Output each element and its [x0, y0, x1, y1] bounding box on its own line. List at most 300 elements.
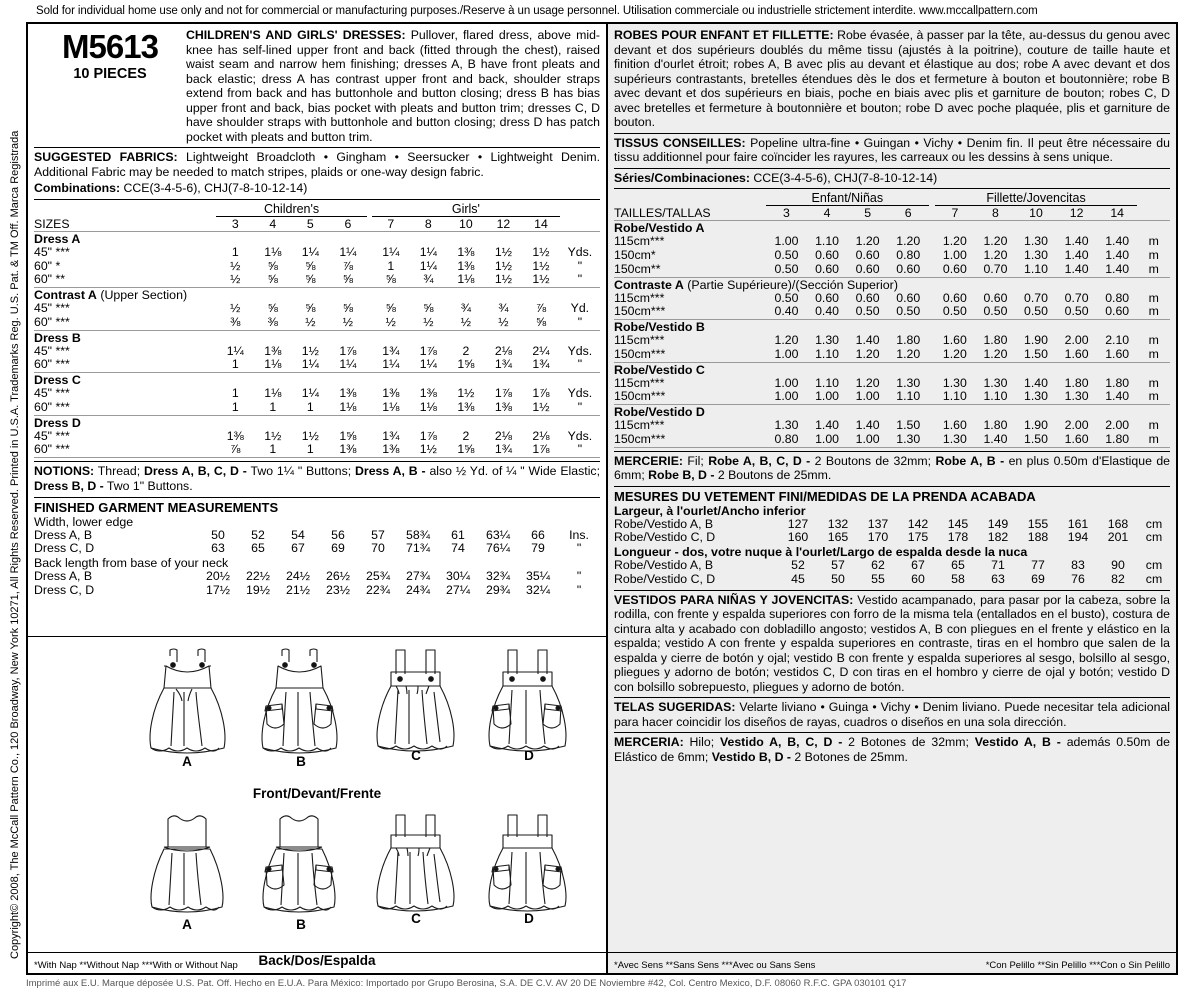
yardage-value: ⅝	[267, 301, 278, 316]
yardage-value: 1.10	[888, 390, 929, 404]
yardage-value: 0.60	[807, 263, 848, 277]
yardage-row	[34, 387, 600, 401]
size-header: 4	[807, 206, 848, 221]
fgm-row	[614, 573, 1170, 587]
yardage-value: 1.20	[855, 375, 880, 390]
yardage-value: 1½	[410, 443, 448, 457]
width-label: 115cm***	[614, 234, 665, 249]
yardage-value: 1½	[522, 401, 560, 415]
fgm-value: 79	[531, 541, 545, 556]
unit-spacer	[1137, 191, 1170, 206]
yardage-row	[34, 401, 600, 415]
yardage-value: 1.40	[855, 333, 880, 348]
fgm-group-title: Longueur - dos, votre nuque à l'ourlet/Largo de espalda desde la nuca	[614, 545, 1028, 560]
yardage-row	[614, 235, 1170, 249]
fgm-value: 17½	[206, 582, 230, 597]
size-header: 8	[975, 206, 1016, 221]
unit-cell: "	[577, 258, 583, 273]
divider-footnote-left	[28, 952, 606, 953]
fgm-value: 32¼	[526, 582, 550, 597]
fgm-value: 62	[871, 558, 885, 573]
width-label: 60" ***	[34, 401, 216, 415]
fgm-value: 24½	[286, 569, 310, 584]
yardage-value: ⅜	[216, 316, 254, 330]
fgm-row	[614, 559, 1170, 573]
unit-cell: "	[560, 358, 600, 372]
front-label-c: C	[411, 748, 421, 763]
yardage-value: 1⅛	[254, 358, 292, 372]
section-title: Contraste A (Partie Supérieure)/(Sección Superior)	[614, 277, 898, 292]
yardage-value: 1⅛	[372, 401, 410, 415]
english-fabrics-title: SUGGESTED FABRICS:	[34, 150, 178, 164]
divider-illustrations	[28, 636, 606, 637]
yardage-row	[34, 345, 600, 359]
yardage-value: 0.60	[896, 290, 921, 305]
section-row	[614, 362, 1170, 377]
section-row	[614, 320, 1170, 335]
spanish-fabrics	[614, 700, 1170, 729]
yardage-value: 1½	[457, 386, 475, 401]
yardage-row	[614, 433, 1170, 447]
divider-4	[34, 497, 600, 498]
fgm-value: 63	[991, 571, 1005, 586]
yardage-value: 1.60	[942, 333, 967, 348]
yardage-value: 1⅞	[532, 386, 550, 401]
bottom-imprint: Imprimé aux E.U. Marque déposée U.S. Pat. Off. Hecho en E.U.A. Para México: Importado por Grupo Berosina, S.A. DE C.V. AV 20 DE Noviembre #42, Col. Centro Mexico, D.F. 08060 R.F.C. GPA 030101 Q17	[26, 978, 907, 989]
yardage-value: 2¼	[532, 343, 550, 358]
english-combinations-title: Combinations:	[34, 181, 121, 195]
fgm-unit: cm	[1145, 516, 1163, 531]
fgm-row	[614, 531, 1170, 545]
yardage-row	[34, 246, 600, 260]
fgm-value: 70	[371, 541, 385, 556]
divider-2	[34, 199, 600, 200]
group-girls: Fillette/Jovencitas	[935, 191, 1138, 206]
pattern-number: M5613	[62, 28, 158, 65]
yardage-value: 1.60	[1097, 348, 1138, 362]
yardage-row	[614, 249, 1170, 263]
yardage-value: 1⅜	[264, 343, 282, 358]
divider-r7	[614, 697, 1170, 698]
unit-cell: m	[1137, 433, 1170, 447]
fgm-label: Dress A, B	[34, 527, 93, 542]
front-label-d: D	[524, 748, 534, 763]
yardage-value: 1¼	[329, 358, 367, 372]
yardage-row	[34, 358, 600, 372]
width-label: 150cm***	[614, 305, 766, 319]
yardage-row	[614, 377, 1170, 391]
unit-cell: m	[1148, 248, 1159, 263]
divider-3	[34, 461, 600, 462]
fgm-value: 165	[827, 530, 849, 545]
section-title: Robe/Vestido D	[614, 405, 705, 420]
fgm-value: 161	[1067, 516, 1089, 531]
yardage-value: 1⅜	[339, 386, 357, 401]
yardage-value: 1.00	[847, 390, 888, 404]
yardage-value: 1.30	[1024, 234, 1048, 249]
group-children: Enfant/Niñas	[766, 191, 928, 206]
yardage-value: 1⅞	[419, 343, 437, 358]
french-notions-title: MERCERIE:	[614, 453, 684, 468]
yardage-value: 0.60	[855, 248, 880, 263]
yardage-value: 1¾	[485, 358, 523, 372]
section-title: Dress B	[34, 330, 81, 345]
header-row	[34, 28, 600, 144]
yardage-value: 1.00	[766, 348, 807, 362]
fgm-value: 132	[827, 516, 849, 531]
yardage-value: 1.40	[855, 418, 880, 433]
width-label: 115cm***	[614, 290, 665, 305]
fgm-value: 25¾	[366, 569, 390, 584]
size-header: 3	[216, 216, 254, 231]
fgm-value: 149	[987, 516, 1009, 531]
fgm-value: 27¾	[406, 569, 430, 584]
english-fgm-title: FINISHED GARMENT MEASUREMENTS	[34, 499, 279, 515]
yardage-value: 1.40	[1064, 248, 1089, 263]
fgm-value: 63	[211, 541, 225, 556]
yardage-value: 1⅛	[264, 244, 282, 259]
yardage-value: ⅞	[216, 443, 254, 457]
fgm-value: 69	[331, 541, 345, 556]
divider-r6	[614, 590, 1170, 591]
yardage-value: 1⅝	[339, 428, 357, 443]
yardage-value: 1.80	[1105, 375, 1130, 390]
yardage-value: 1.20	[983, 248, 1008, 263]
sizes-row	[34, 216, 600, 231]
spanish-notions-title: MERCERIA:	[614, 735, 684, 750]
yardage-value: 1.50	[1016, 433, 1057, 447]
divider-footnote-right	[608, 952, 1176, 953]
fgm-group-title: Width, lower edge	[34, 514, 134, 529]
divider-r8	[614, 732, 1170, 733]
size-header: 10	[1016, 206, 1057, 221]
yardage-value: ⅝	[267, 258, 278, 273]
yardage-value: 2	[462, 428, 470, 443]
yardage-value: 1.40	[1097, 263, 1138, 277]
yardage-value: ⅝	[329, 273, 367, 287]
yardage-value: 1.30	[815, 333, 840, 348]
back-caption: Back/Dos/Espalda	[258, 953, 376, 968]
fgm-value: 52	[791, 558, 805, 573]
english-description-title: CHILDREN'S AND GIRLS' DRESSES:	[186, 28, 406, 42]
yardage-value: 1¼	[226, 343, 244, 358]
front-caption: Front/Devant/Frente	[252, 786, 382, 801]
french-fgm-title: MESURES DU VETEMENT FINI/MEDIDAS DE LA PRENDA ACABADA	[614, 488, 1036, 504]
section-row	[614, 405, 1170, 420]
yardage-value: 1.30	[1056, 390, 1097, 404]
yardage-value: 0.60	[935, 263, 976, 277]
unit-cell: "	[560, 443, 600, 457]
width-label: 45" ***	[34, 386, 70, 401]
yardage-row	[34, 443, 600, 457]
yardage-value: 1⅜	[382, 386, 400, 401]
spanish-description-body: Vestido acampanado, para pasar por la cabeza, sobre la rodilla, con frente y espalda superiores con forro de la misma tela (entallados en el busto), costura de cintura alta y acabado con dobladillo angosto; vestidos A, B con pliegues en el frente y elástico en la espalda; vestido A con frente y espalda superiores en contraste, tiras en el hombro que salen de la espalda y cierre de botón y ojal; vestido B con frente y espalda superiores al sesgo, bolsillo al sesgo, pliegues y adorno de botón; vestidos C, D con tiras en el hombro y cierre de ojal y botón; vestido D con bolsillo sobrepuesto, pliegues y adorno de botón.	[614, 592, 1170, 694]
unit-cell: m	[1137, 348, 1170, 362]
yardage-value: ¾	[498, 301, 509, 316]
divider-r3	[614, 188, 1170, 189]
width-label: 150cm***	[614, 390, 766, 404]
spanish-description-title: VESTIDOS PARA NIÑAS Y JOVENCITAS:	[614, 592, 854, 607]
yardage-value: 0.50	[847, 305, 888, 319]
size-header: 14	[1097, 206, 1138, 221]
yardage-value: 0.80	[766, 433, 807, 447]
fgm-value: 52	[251, 527, 265, 542]
unit-cell: Yds.	[567, 244, 593, 259]
fgm-value: 170	[867, 530, 889, 545]
yardage-row	[614, 334, 1170, 348]
fgm-unit: cm	[1145, 558, 1163, 573]
english-fabrics-body: Lightweight Broadcloth • Gingham • Seersucker • Lightweight Denim. Additional Fabric may be needed to match stripes, plaids or one-way design fabric.	[34, 150, 600, 179]
fgm-value: 60	[911, 571, 925, 586]
yardage-value: 1.20	[774, 333, 799, 348]
width-label: 150cm**	[614, 263, 766, 277]
yardage-value: ½	[216, 273, 254, 287]
yardage-value: 2⅛	[494, 428, 512, 443]
divider-r5	[614, 486, 1170, 487]
fgm-value: 22¾	[366, 582, 390, 597]
english-fabrics	[34, 150, 600, 179]
yardage-value: 1.10	[975, 390, 1016, 404]
sizes-label: TAILLES/TALLAS	[614, 206, 766, 221]
yardage-value: 1.20	[855, 234, 880, 249]
yardage-value: 1⅛	[447, 273, 485, 287]
yardage-value: 2.00	[1064, 333, 1089, 348]
section-row	[614, 277, 1170, 292]
french-fabrics-title: TISSUS CONSEILLES:	[614, 135, 746, 150]
section-title: Dress A	[34, 231, 81, 246]
yardage-value: 1½	[532, 244, 550, 259]
yardage-value: 0.50	[975, 305, 1016, 319]
yardage-value: 1⅜	[485, 401, 523, 415]
yardage-value: 0.50	[1056, 305, 1097, 319]
yardage-value: 1¾	[522, 358, 560, 372]
french-series	[614, 171, 1170, 186]
yardage-value: ½	[292, 316, 330, 330]
yardage-value: 1¼	[339, 244, 357, 259]
fgm-value: 50	[211, 527, 225, 542]
top-notice: Sold for individual home use only and not for commercial or manufacturing purposes./Reserve à un usage personnel. Utilisation commerciale ou industrielle strictement interdite. www.mccallpattern.com	[36, 5, 1038, 17]
yardage-value: 1.30	[942, 375, 967, 390]
width-label: 150cm***	[614, 433, 766, 447]
yardage-value: 1.90	[1024, 333, 1048, 348]
front-views-row	[28, 642, 606, 790]
yardage-value: 1⅝	[447, 358, 485, 372]
fgm-value: 65	[251, 541, 265, 556]
fgm-value: 71¾	[406, 541, 430, 556]
unit-spacer	[560, 202, 600, 217]
section-row	[34, 373, 600, 388]
yardage-value: 1.10	[1016, 263, 1057, 277]
fgm-label: Robe/Vestido A, B	[614, 558, 714, 573]
yardage-value: 0.40	[766, 305, 807, 319]
yardage-value: 1.30	[888, 433, 929, 447]
fgm-value: 76	[1071, 571, 1085, 586]
section-title: Contrast A (Upper Section)	[34, 288, 188, 303]
yardage-value: 1.40	[1056, 263, 1097, 277]
yardage-value: 1.00	[847, 433, 888, 447]
yardage-value: 1.10	[807, 348, 848, 362]
fgm-label: Robe/Vestido A, B	[614, 516, 714, 531]
fgm-group-row	[34, 515, 600, 529]
yardage-value: 1.60	[1056, 433, 1097, 447]
unit-cell: m	[1148, 375, 1159, 390]
fgm-value: 194	[1067, 530, 1089, 545]
fgm-value: 201	[1107, 530, 1129, 545]
yardage-value: 0.80	[896, 248, 921, 263]
unit-cell: "	[560, 316, 600, 330]
unit-cell: m	[1148, 333, 1159, 348]
width-label: 150cm***	[614, 348, 766, 362]
yardage-value: 1¾	[382, 428, 400, 443]
fgm-value: 58	[951, 571, 965, 586]
fgm-value: 26½	[326, 569, 350, 584]
fgm-value: 74	[451, 541, 465, 556]
fgm-value: 20½	[206, 569, 230, 584]
yardage-value: 1½	[522, 273, 560, 287]
section-row	[34, 231, 600, 246]
spacer	[34, 202, 216, 217]
yardage-row	[614, 263, 1170, 277]
yardage-value: 1⅜	[372, 443, 410, 457]
back-label-c: C	[411, 911, 421, 926]
spanish-fabrics-title: TELAS SUGERIDAS:	[614, 700, 736, 715]
yardage-value: 1	[216, 401, 254, 415]
fgm-group-row	[34, 556, 600, 570]
yardage-value: 1.10	[815, 375, 840, 390]
yardage-value: 1⅞	[494, 386, 512, 401]
yardage-value: 1¼	[410, 358, 448, 372]
yardage-value: ½	[230, 258, 241, 273]
yardage-value: 1½	[494, 244, 512, 259]
fgm-value: 32¾	[486, 569, 510, 584]
yardage-value: 1.10	[935, 390, 976, 404]
yardage-value: ⅜	[254, 316, 292, 330]
yardage-value: 1.00	[807, 390, 848, 404]
yardage-row	[34, 260, 600, 274]
french-notions	[614, 454, 1170, 483]
fgm-value: 178	[947, 530, 969, 545]
width-label: 60" **	[34, 273, 216, 287]
yardage-value: 0.60	[983, 290, 1008, 305]
yardage-value: 1.40	[1097, 390, 1138, 404]
unit-cell: Yds.	[567, 343, 593, 358]
fgm-value: 58¾	[406, 527, 430, 542]
fgm-value: 55	[871, 571, 885, 586]
fgm-value: 45	[791, 571, 805, 586]
fgm-value: 57	[831, 558, 845, 573]
yardage-value: 1	[254, 443, 292, 457]
french-spanish-column	[608, 24, 1176, 973]
fgm-value: 24¾	[406, 582, 430, 597]
spanish-description	[614, 593, 1170, 695]
french-series-body: CCE(3-4-5-6), CHJ(7-8-10-12-14)	[750, 170, 938, 185]
yardage-value: ½	[485, 316, 523, 330]
yardage-value: ⅝	[305, 258, 316, 273]
divider-1	[34, 147, 600, 148]
fgm-value: 29¾	[486, 582, 510, 597]
english-notions	[34, 464, 600, 494]
yardage-value: 0.70	[975, 263, 1016, 277]
yardage-value: 1.00	[774, 234, 799, 249]
yardage-value: 1¼	[382, 244, 400, 259]
yardage-value: 1⅜	[447, 401, 485, 415]
fgm-value: 23½	[326, 582, 350, 597]
english-description	[186, 28, 600, 144]
fgm-value: 145	[947, 516, 969, 531]
divider-r2	[614, 168, 1170, 169]
yardage-value: 1.30	[896, 375, 921, 390]
french-fabrics-body: Popeline ultra-fine • Guingan • Vichy • Denim fin. Il peut être nécessaire du tissu additionnel pour faire coïncider les rayures, les carreaux ou les dessins à sens unique.	[614, 135, 1170, 164]
fgm-value: 19½	[246, 582, 270, 597]
fgm-value: 57	[371, 527, 385, 542]
yardage-value: 1¼	[301, 386, 319, 401]
yardage-value: 1⅞	[522, 443, 560, 457]
yardage-value: 2	[462, 343, 470, 358]
yardage-value: 1.40	[1105, 234, 1130, 249]
unit-cell: m	[1137, 263, 1170, 277]
yardage-value: 1⅜	[457, 244, 475, 259]
width-label: 60" ***	[34, 316, 216, 330]
yardage-row	[34, 430, 600, 444]
width-label: 60" *	[34, 258, 61, 273]
yardage-value: 1.40	[975, 433, 1016, 447]
size-header: 12	[485, 216, 523, 231]
unit-cell: m	[1148, 290, 1159, 305]
yardage-value: 1⅜	[457, 258, 475, 273]
fgm-value: 65	[951, 558, 965, 573]
group-header-row	[34, 202, 600, 217]
yardage-value: 0.50	[935, 305, 976, 319]
yardage-value: 0.60	[847, 263, 888, 277]
size-header: 5	[847, 206, 888, 221]
fgm-group-row	[614, 504, 1170, 518]
fgm-label: Dress C, D	[34, 541, 95, 556]
french-series-title: Séries/Combinaciones:	[614, 170, 750, 185]
yardage-value: 1.00	[774, 375, 799, 390]
yardage-value: 1.20	[847, 348, 888, 362]
fgm-label: Robe/Vestido C, D	[614, 530, 716, 545]
yardage-value: 1⅝	[447, 443, 485, 457]
yardage-value: ⅝	[522, 316, 560, 330]
yardage-value: 1.50	[1016, 348, 1057, 362]
fgm-value: 66	[531, 527, 545, 542]
yardage-value: 1.30	[774, 418, 799, 433]
size-header: 7	[372, 216, 410, 231]
yardage-value: 1¼	[292, 358, 330, 372]
yardage-value: 2.00	[1105, 418, 1130, 433]
yardage-value: ⅝	[342, 301, 354, 316]
section-title: Robe/Vestido C	[614, 362, 705, 377]
yardage-value: 1.10	[815, 234, 840, 249]
size-header: 12	[1056, 206, 1097, 221]
fgm-unit: Ins.	[569, 527, 589, 542]
yardage-value: 1½	[494, 258, 512, 273]
fgm-unit: "	[576, 569, 582, 584]
back-label-d: D	[524, 911, 534, 926]
yardage-value: 1⅞	[419, 428, 437, 443]
yardage-value: 1¼	[301, 244, 319, 259]
yardage-value: 1¼	[419, 244, 437, 259]
yardage-value: ¾	[460, 301, 472, 316]
french-yardage-table	[614, 191, 1170, 447]
yardage-value: 1.30	[1024, 248, 1048, 263]
yardage-value: 1.30	[935, 433, 976, 447]
yardage-value: 1.20	[942, 234, 967, 249]
back-label-a: A	[182, 917, 192, 932]
yardage-value: 1	[292, 401, 330, 415]
divider-r4	[614, 451, 1170, 452]
yardage-value: ¾	[410, 273, 448, 287]
